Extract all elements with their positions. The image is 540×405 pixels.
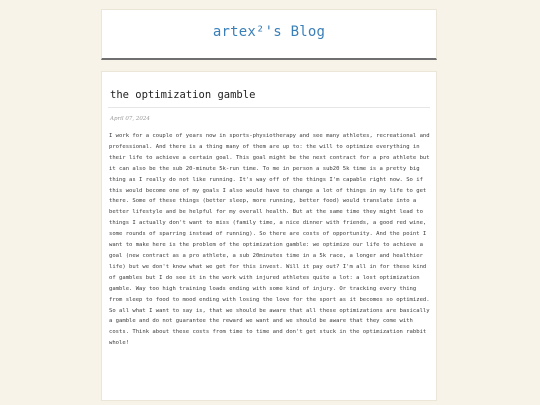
title-divider: [108, 107, 430, 108]
post-body: I work for a couple of years now in sports-physiotherapy and see many athletes, recreational and professional. And there is a thing many of them are up to: the will to optimize everything in their life to achieve a certain goal. This goal might be the next contract for a pro athlete but it can also be the sub 20-minute 5k-run time. To me in person a sub20 5k time is a pretty big thing as I really do not like running. It's way off of the things I'm capable right now. So if this would become one of my goals I also would have to change a lot of things in my life to get there. Some of these things (better sleep, more running, better food) would translate into a better lifestyle and be helpful for my overall health. But at the same time they might lead to things I actually don't want to miss (family time, a nice dinner with friends, a good red wine, some rounds of sparring instead of running). So there are costs of opportunity. And the point I want to make here is the problem of the optimization gamble: we optimize our life to achieve a goal (new contract as a pro athlete, a sub 20minutes time in a 5k race, a longer and healthier life) but we don't know what we get for this invest. Will it pay out? I'm all in for these kind of gambles but I do see it in the work with injured athletes quite a lot: a lost optimization gamble. Way too high training loads ending with some kind of injury. Or tracking every thing from sleep to food to mood ending with losing the love for the sport as it becomes so optimized. So all what I want to say is, that we should be aware that all these optimizations are basically a gamble and do not guarantee the reward we want and we should be aware that they come with costs. Think about these costs from time to time and don't get stuck in the optimization rabbit whole!: [109, 133, 430, 347]
blog-header: [101, 9, 437, 60]
post-card: [101, 71, 437, 401]
post-title[interactable]: the optimization gamble: [110, 89, 256, 101]
site-title-link[interactable]: artex²'s Blog: [212, 24, 326, 40]
post-date: April 07, 2024: [110, 116, 150, 122]
